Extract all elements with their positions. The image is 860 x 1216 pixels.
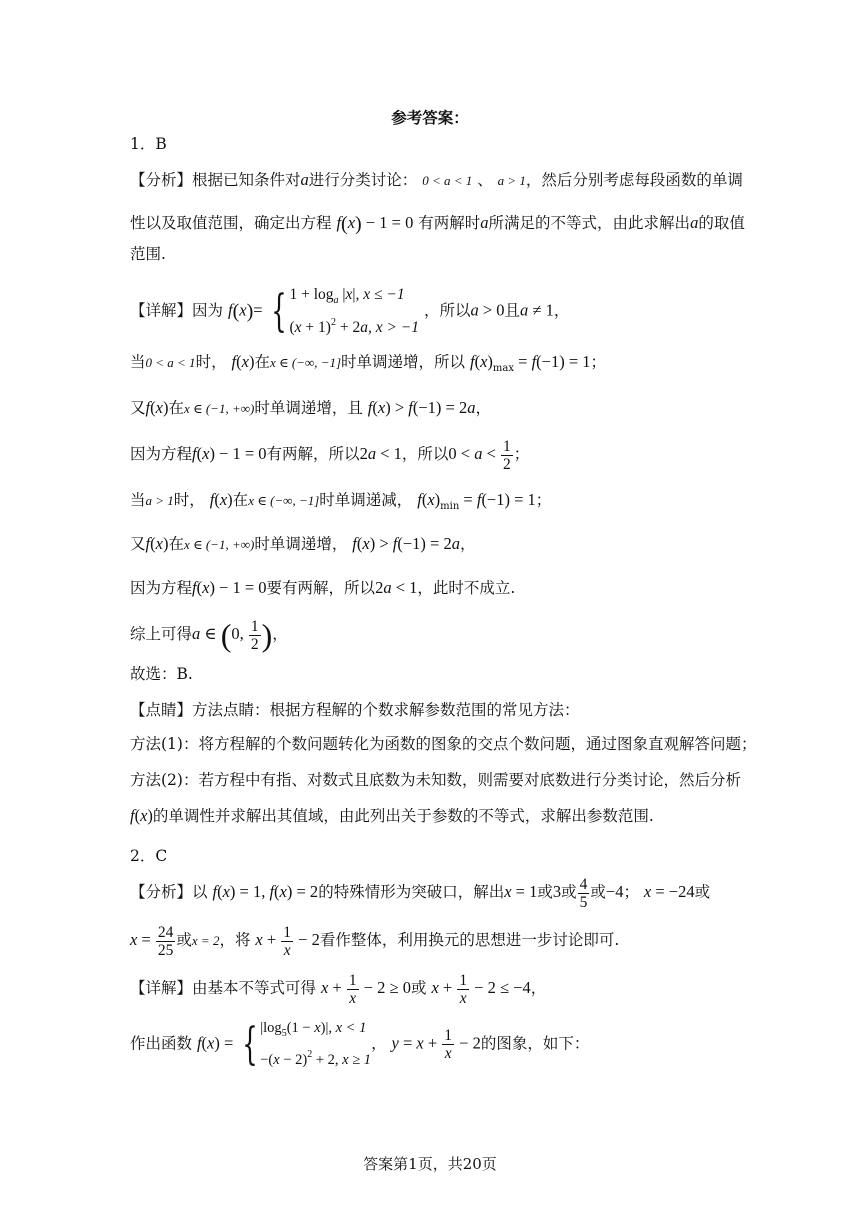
analysis-tag: 【分析】 xyxy=(130,883,193,901)
q2-analysis-line-1: 【分析】以 f(x) = 1, f(x) = 2的特殊情形为突破口，解出x = 1或3或 $\frac{4}{5}$ 或−4； x = −24或 xyxy=(130,875,711,911)
detail-tag: 【详解】 xyxy=(130,301,193,320)
q2-analysis-line-2: x = $\frac{24}{25}$ 或x = 2，将 x + $\frac{1}{x}$ − 2看作整体，利用换元的思想进一步讨论即可. xyxy=(130,923,620,959)
q1-detail-line-8: 综上可得a ∈ (0, $\frac{1}{2}$ )， xyxy=(130,617,288,653)
q1-detail-line-4: 因为方程f(x) − 1 = 0有两解，所以2a < 1，所以0 < a < $\frac{1}{2}$ ； xyxy=(130,437,530,473)
q2-number: 2．C xyxy=(130,847,168,865)
q1-choice: 故选：B. xyxy=(130,665,193,683)
q1-detail-line-5: 当a > 1时， f(x)在x ∈ (−∞, −1]时单调递减， $f(x)_{min} = f(-1) = 1$； xyxy=(130,490,552,512)
q1-detail-line-7: 因为方程f(x) − 1 = 0要有两解，所以2a < 1，此时不成立. xyxy=(130,578,516,597)
q1-analysis-line-1: 【分析】根据已知条件对a进行分类讨论： 0 < a < 1 、 a > 1，然后分别考虑每段函数的单调 xyxy=(130,170,743,189)
q1-comment-line-3: 方法(2)：若方程中有指、对数式且底数为未知数，则需要对底数进行分类讨论，然后分析 xyxy=(130,771,741,789)
q2-detail-line-1: 【详解】由基本不等式可得 x + $\frac{1}{x}$ − 2 ≥ 0或 x + $\frac{1}{x}$ − 2 ≤ −4， xyxy=(130,971,547,1007)
page-footer: 答案第1页，共20页 xyxy=(363,1155,497,1173)
piecewise-function: { $1 + \log_a |x|$, x ≤ −1 $(x + 1)^2 + 2a$, x > −1 xyxy=(271,285,420,337)
q1-detail-line-2: 当0 < a < 1时， f(x)在x ∈ (−∞, −1]时单调递增，所以 $f(x)_{max} = f(-1) = 1$； xyxy=(130,352,607,374)
comment-tag: 【点睛】 xyxy=(130,701,193,719)
q1-detail-line-3: 又f(x)在x ∈ (−1, +∞)时单调递增，且 f(x) > f(−1) = 2a， xyxy=(130,398,491,417)
q2-detail-line-2: 作出函数 f(x) = { $|\log_5(1 - x)|$, x < 1 $-(x - 2)^2 + 2$, x ≥ 1 ， y = x + $\frac{1}{x}$ − 2的图象，如下： xyxy=(130,1018,590,1070)
page-title: 参考答案： xyxy=(391,108,469,127)
q1-detail-line-1: 【详解】因为 f(x)= { $1 + \log_a |x|$, x ≤ −1 $(x + 1)^2 + 2a$, x > −1 ，所以a > 0且a ≠ 1， xyxy=(130,284,569,339)
piecewise-function-2: { $|\log_5(1 - x)|$, x < 1 $-(x - 2)^2 + 2$, x ≥ 1 xyxy=(242,1018,372,1070)
detail-tag: 【详解】 xyxy=(130,979,193,997)
q1-detail-line-6: 又f(x)在x ∈ (−1, +∞)时单调递增， f(x) > f(−1) = 2a， xyxy=(130,534,476,553)
fraction-one-half: $\frac{1}{2}$ xyxy=(503,437,511,473)
q1-analysis-line-2: 性以及取值范围，确定出方程 f(x) − 1 = 0 有两解时a所满足的不等式，由此求解出a的取值 xyxy=(130,213,745,235)
q1-comment-line-4: f(x)的单调性并求解出其值域，由此列出关于参数的不等式，求解出参数范围. xyxy=(130,806,654,825)
q1-number: 1．B xyxy=(130,135,167,153)
q1-analysis-line-3: 范围. xyxy=(130,245,166,263)
analysis-tag: 【分析】 xyxy=(130,171,193,189)
q1-comment-line-1: 【点睛】方法点睛：根据方程解的个数求解参数范围的常见方法： xyxy=(130,701,580,719)
q1-comment-line-2: 方法(1)：将方程解的个数问题转化为函数的图象的交点个数问题，通过图象直观解答问题； xyxy=(130,735,757,753)
